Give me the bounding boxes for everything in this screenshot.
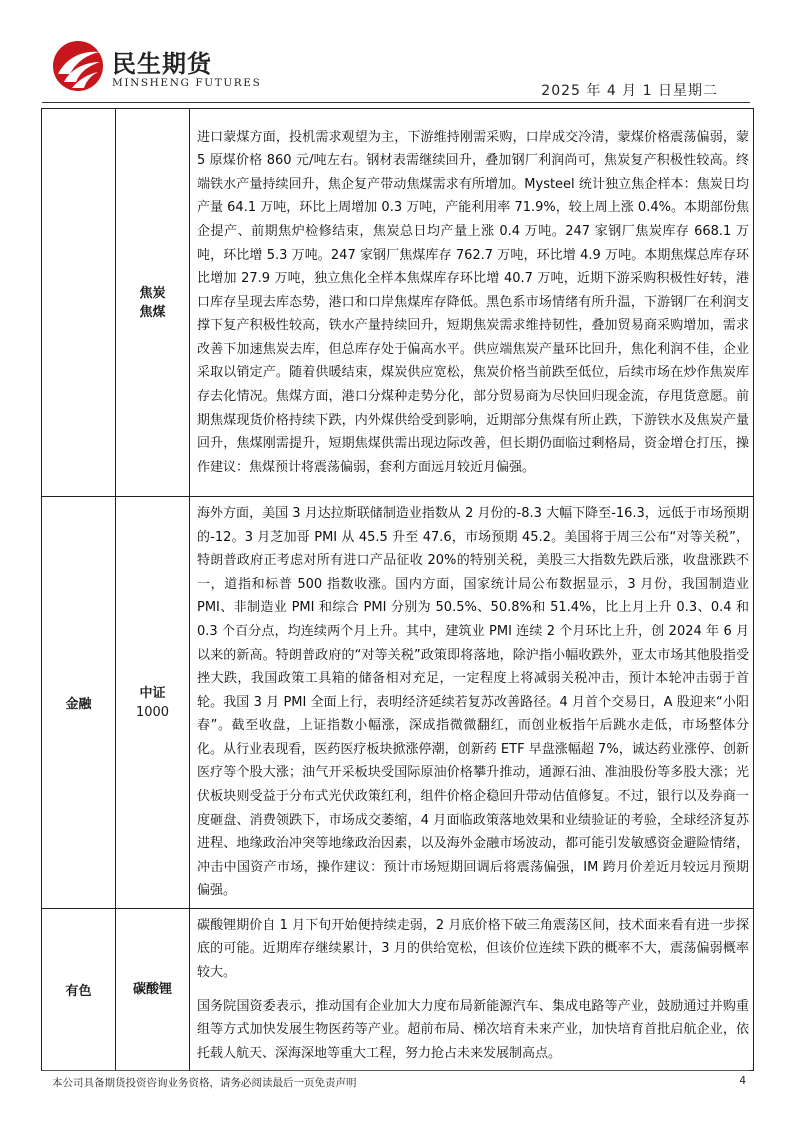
page-number: 4 — [739, 1075, 746, 1087]
table-row-nonferrous — [42, 909, 754, 1071]
product-label-line: 焦煤 — [139, 304, 166, 320]
product-cell — [116, 109, 190, 497]
strategy-table — [41, 108, 754, 1071]
product-cell — [116, 497, 190, 909]
table-row-finance — [42, 497, 754, 909]
analysis-paragraph: 海外方面，美国 3 月达拉斯联储制造业指数从 2 月份的-8.3 大幅下降至-16.3，远低于市场预期的-12。3 月芝加哥 PMI 从 45.5 升至 47.6，市场预期 45.2。美国将于周三公布“对等关税”，特朗普政府正考虑对所有进口产品征收 20%的特别关税，美股三大指数先跌后涨，收盘涨跌不一，道指和标普 500 指数收涨。国内方面，国家统计局公布数据显示，3 月份，我国制造业 PMI、非制造业 PMI 和综合 PMI 分别为 50.5%、50.8%和 51.4%，比上月上升 0.3、0.4 和 0.3 个百分点，均连续两个月上升。其中，建筑业 PMI 连续 2 个月环比上升，创 2024 年 6 月以来的新高。特朗普政府的“对等关税”政策即将落地，除沪指小幅收跌外，亚太市场其他股指受挫大跌，我国政策工具箱的储备相对充足，一定程度上将减弱关税冲击，预计本轮冲击弱于首轮。我国 3 月 PMI 全面上行，表明经济延续若复苏改善路径。4 月首个交易日，A 股迎来“小阳春”。截至收盘，上证指数小幅涨，深成指微微翻红，而创业板指午后跳水走低，市场整体分化。从行业表现看，医药医疗板块掀涨停潮，创新药 ETF 早盘涨幅超 7%，诚达药业涨停、创新医疗等个股大涨；油气开采板块受国际原油价格攀升推动，通源石油、准油股份等多股大涨；光伏板块则受益于分布式光伏政策红利，组件价格企稳回升带动估值修复。不过，银行以及券商一度砸盘、消费领跌下，市场成交萎缩，4 月面临政策落地效果和业绩验证的考验，全球经济复苏进程、地缘政治冲突等地缘政治因素，以及海外金融市场波动，都可能引发敏感资金避险情绪，冲击中国资产市场，操作建议：预计市场短期回调后将震荡偏强，IM 跨月价差近月较远月预期偏强。 — [197, 505, 749, 899]
footer-divider — [42, 1070, 750, 1071]
sector-cell: 金融 — [42, 497, 116, 909]
product-label-line: 1000 — [135, 704, 170, 720]
analysis-cell — [190, 497, 754, 909]
product-cell — [116, 909, 190, 1071]
brand-name-en: MINSHENG FUTURES — [112, 77, 262, 89]
product-label-line: 碳酸锂 — [132, 982, 172, 997]
report-date: 2025 年 4 月 1 日星期二 — [541, 83, 718, 99]
minsheng-logo-icon — [52, 40, 104, 92]
analysis-paragraph: 国务院国资委表示，推动国有企业加大力度布局新能源汽车、集成电路等产业，鼓励通过并购重组等方式加快发展生物医药等产业。超前布局、梯次培育未来产业，加快培育首批启航企业，依托载人航天、深海深地等重大工程，努力抢占未来发展制高点。 — [197, 998, 749, 1061]
header-divider — [42, 102, 750, 103]
product-label-line: 焦炭 — [139, 285, 166, 301]
sector-cell — [42, 109, 116, 497]
footer-disclaimer: 本公司具备期货投资咨询业务资格，请务必阅读最后一页免责声明 — [52, 1077, 357, 1089]
sector-cell: 有色 — [42, 909, 116, 1071]
brand-name-cn: 民生期货 — [112, 50, 212, 78]
product-label-line: 中证 — [139, 685, 166, 701]
analysis-cell — [190, 909, 754, 1071]
analysis-paragraph: 碳酸锂期价自 1 月下旬开始便持续走弱，2 月底价格下破三角震荡区间，技术面来看有进一步探底的可能。近期库存继续累计，3 月的供给宽松，但该价位连续下跌的概率不大，震荡偏弱概率较大。 — [197, 917, 749, 980]
table-row-coke — [42, 109, 754, 497]
page-header — [42, 40, 750, 102]
analysis-cell — [190, 109, 754, 497]
analysis-paragraph: 进口蒙煤方面，投机需求观望为主，下游维持刚需采购，口岸成交冷清，蒙煤价格震荡偏弱，蒙 5 原煤价格 860 元/吨左右。钢材表需继续回升，叠加钢厂利润尚可，焦炭复产积极性较高。终端铁水产量持续回升，焦企复产带动焦煤需求有所增加。Mysteel 统计独立焦企样本：焦炭日均产量 64.1 万吨，环比上周增加 0.3 万吨，产能利用率 71.9%，较上周上涨 0.4%。本期部份焦企提产、前期焦炉检修结束，焦炭总日均产量上涨 0.4 万吨。247 家钢厂焦炭库存 668.1 万吨，环比增 5.3 万吨。247 家钢厂焦煤库存 762.7 万吨，环比增 4.9 万吨。本期焦煤总库存环比增加 27.9 万吨，独立焦化全样本焦煤库存环比增 40.7 万吨，近期下游采购积极性好转，港口库存呈现去库态势，港口和口岸焦煤库存降低。黑色系市场情绪有所升温，下游钢厂在利润支撑下复产积极性较高，铁水产量持续回升，短期焦炭需求维持韧性，叠加贸易商采购增加，需求改善下加速焦炭去库，但总库存处于偏高水平。供应端焦炭产量环比回升，焦化利润不佳，企业采取以销定产。随着供暖结束，煤炭供应宽松，焦炭价格当前跌至低位，后续市场在炒作焦炭库存去化情况。焦煤方面，港口分煤种走势分化，部分贸易商为尽快回归现金流，存甩货意愿。前期焦煤现货价格持续下跌，内外煤供给受到影响，近期部分焦煤有所止跌，下游铁水及焦炭产量回升，焦煤刚需提升，短期焦煤供需出现边际改善，但长期仍面临过剩格局，资金增仓打压，操作建议：焦煤预计将震荡偏弱，套利方面远月较近月偏强。 — [197, 129, 749, 475]
